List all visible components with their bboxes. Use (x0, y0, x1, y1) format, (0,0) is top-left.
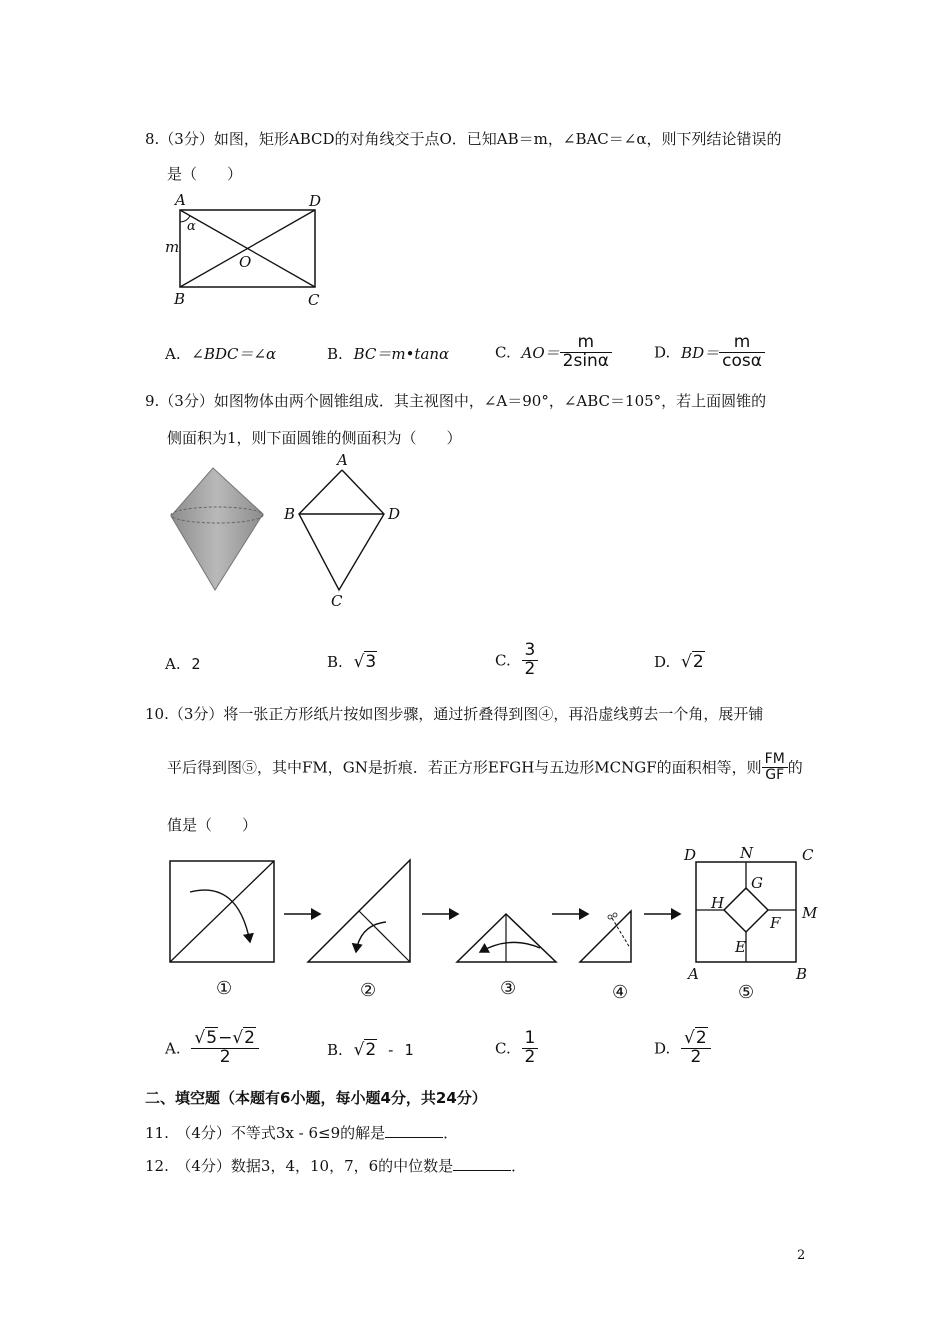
label-o: O (239, 253, 252, 271)
fraction: $\frac{3}{2}$ (522, 642, 539, 679)
label-alpha: α (187, 219, 196, 234)
option-letter: D. (654, 653, 671, 671)
q8-option-d[interactable] (654, 334, 765, 371)
label-e: E (735, 938, 746, 956)
step-4-triangle (580, 911, 631, 962)
fraction: $\frac{√5-√2}{2}$ (191, 1030, 259, 1067)
option-text: 2 (191, 655, 201, 673)
q11 (145, 1122, 458, 1143)
option-letter: B. (327, 653, 343, 671)
q10-folding-steps-figure (160, 840, 830, 1010)
stem-text: 的 (787, 758, 803, 777)
option-text: BC＝m•tanα (353, 345, 450, 363)
cone-shape (171, 468, 263, 590)
q8-stem-line2: 是（ ） (167, 165, 243, 183)
label-m: M (802, 904, 818, 922)
q9-stem-line2: 侧面积为1，则下面圆锥的侧面积为（ ） (167, 429, 462, 447)
label-d: D (388, 505, 401, 523)
label-f: F (770, 914, 781, 932)
label-c: C (802, 846, 814, 864)
fraction: $\frac{m}{\cos\alpha}$ (719, 334, 765, 371)
option-letter: C. (495, 343, 511, 362)
q12-end: ． (511, 1157, 527, 1175)
option-lhs: AO＝ (521, 343, 560, 362)
q8-rectangle-figure (160, 190, 340, 310)
step-label-2: ② (360, 980, 377, 1001)
label-d: D (309, 192, 322, 210)
option-letter: D. (654, 1039, 671, 1058)
stem-fraction: $\frac{FM}{GF}$ (762, 752, 788, 782)
label-b: B (796, 965, 808, 983)
option-letter: D. (654, 343, 671, 362)
label-h: H (711, 894, 725, 912)
label-c: C (308, 291, 320, 309)
q9-front-view-figure (280, 450, 410, 615)
q10-option-d[interactable] (654, 1030, 711, 1067)
q9-double-cone-image (165, 462, 270, 597)
q8-stem-line1: 8.（3分）如图，矩形ABCD的对角线交于点O．已知AB＝m，∠BAC＝∠α，则下列结论错误的 (145, 130, 782, 148)
label-a: A (337, 451, 348, 469)
label-m: m (165, 238, 180, 256)
q10-stem-line3: 值是（ ） (167, 816, 258, 834)
option-letter: A. (165, 1039, 181, 1058)
sqrt: √3 (353, 652, 377, 672)
q10-stem-line2 (167, 752, 803, 782)
stem-text: 平后得到图⑤，其中FM，GN是折痕．若正方形EFGH与五边形MCNGF的面积相等，则 (167, 758, 762, 777)
q9-option-b[interactable] (327, 652, 377, 672)
section-2-title: 二、填空题（本题有6小题，每小题4分，共24分） (145, 1089, 487, 1107)
q10-option-c[interactable] (495, 1030, 538, 1067)
fraction: $\frac{√2}{2}$ (681, 1030, 711, 1067)
option-letter: A. (165, 655, 181, 673)
q10-stem-line1: 10.（3分）将一张正方形纸片按如图步骤，通过折叠得到图④，再沿虚线剪去一个角，展开铺 (145, 705, 764, 723)
step-3-triangle (457, 914, 556, 962)
q12-answer-blank[interactable] (453, 1156, 511, 1171)
label-g: G (751, 874, 763, 892)
q12-text: 12. （4分）数据3，4，10，7，6的中位数是 (145, 1157, 454, 1175)
kite-outline (299, 470, 384, 590)
fraction: $\frac{m}{2\sin\alpha}$ (560, 334, 612, 371)
q9-option-d[interactable] (654, 652, 705, 672)
page-number: 2 (797, 1248, 806, 1263)
q11-answer-blank[interactable] (385, 1123, 443, 1138)
sqrt: √2 (353, 1040, 377, 1060)
q8-option-c[interactable] (495, 334, 612, 371)
step-1-square (170, 861, 274, 962)
q8-option-a[interactable] (165, 343, 276, 364)
sqrt: √2 (681, 652, 704, 672)
fraction: $\frac{1}{2}$ (522, 1030, 539, 1067)
q11-end: ． (443, 1124, 459, 1142)
option-letter: C. (495, 651, 511, 670)
label-a: A (688, 965, 699, 983)
step-label-1: ① (216, 978, 233, 999)
step-label-5: ⑤ (738, 982, 755, 1003)
label-b: B (284, 505, 296, 523)
label-n: N (740, 844, 754, 862)
label-b: B (174, 290, 186, 308)
option-letter: A. (165, 345, 181, 363)
q9-option-c[interactable] (495, 642, 538, 679)
q12 (145, 1155, 526, 1176)
q9-option-a[interactable] (165, 655, 200, 673)
option-letter: B. (327, 345, 343, 363)
label-d: D (684, 846, 697, 864)
step-label-4: ④ (612, 982, 629, 1003)
q10-option-a[interactable] (165, 1030, 259, 1067)
label-c: C (331, 592, 343, 610)
option-tail: - 1 (377, 1041, 414, 1059)
option-letter: C. (495, 1039, 511, 1058)
step-2-triangle (308, 860, 410, 962)
q8-option-b[interactable] (327, 343, 449, 364)
step-5-square (696, 862, 796, 962)
option-lhs: BD＝ (681, 343, 720, 362)
q9-stem-line1: 9.（3分）如图物体由两个圆锥组成．其主视图中，∠A＝90°，∠ABC＝105°，若上面圆锥的 (145, 392, 767, 410)
option-letter: B. (327, 1041, 343, 1059)
q10-option-b[interactable] (327, 1040, 413, 1060)
q11-text: 11. （4分）不等式3x - 6≤9的解是 (145, 1124, 386, 1142)
label-a: A (175, 191, 186, 209)
option-text: ∠BDC＝∠α (191, 345, 277, 363)
step-label-3: ③ (500, 978, 517, 999)
